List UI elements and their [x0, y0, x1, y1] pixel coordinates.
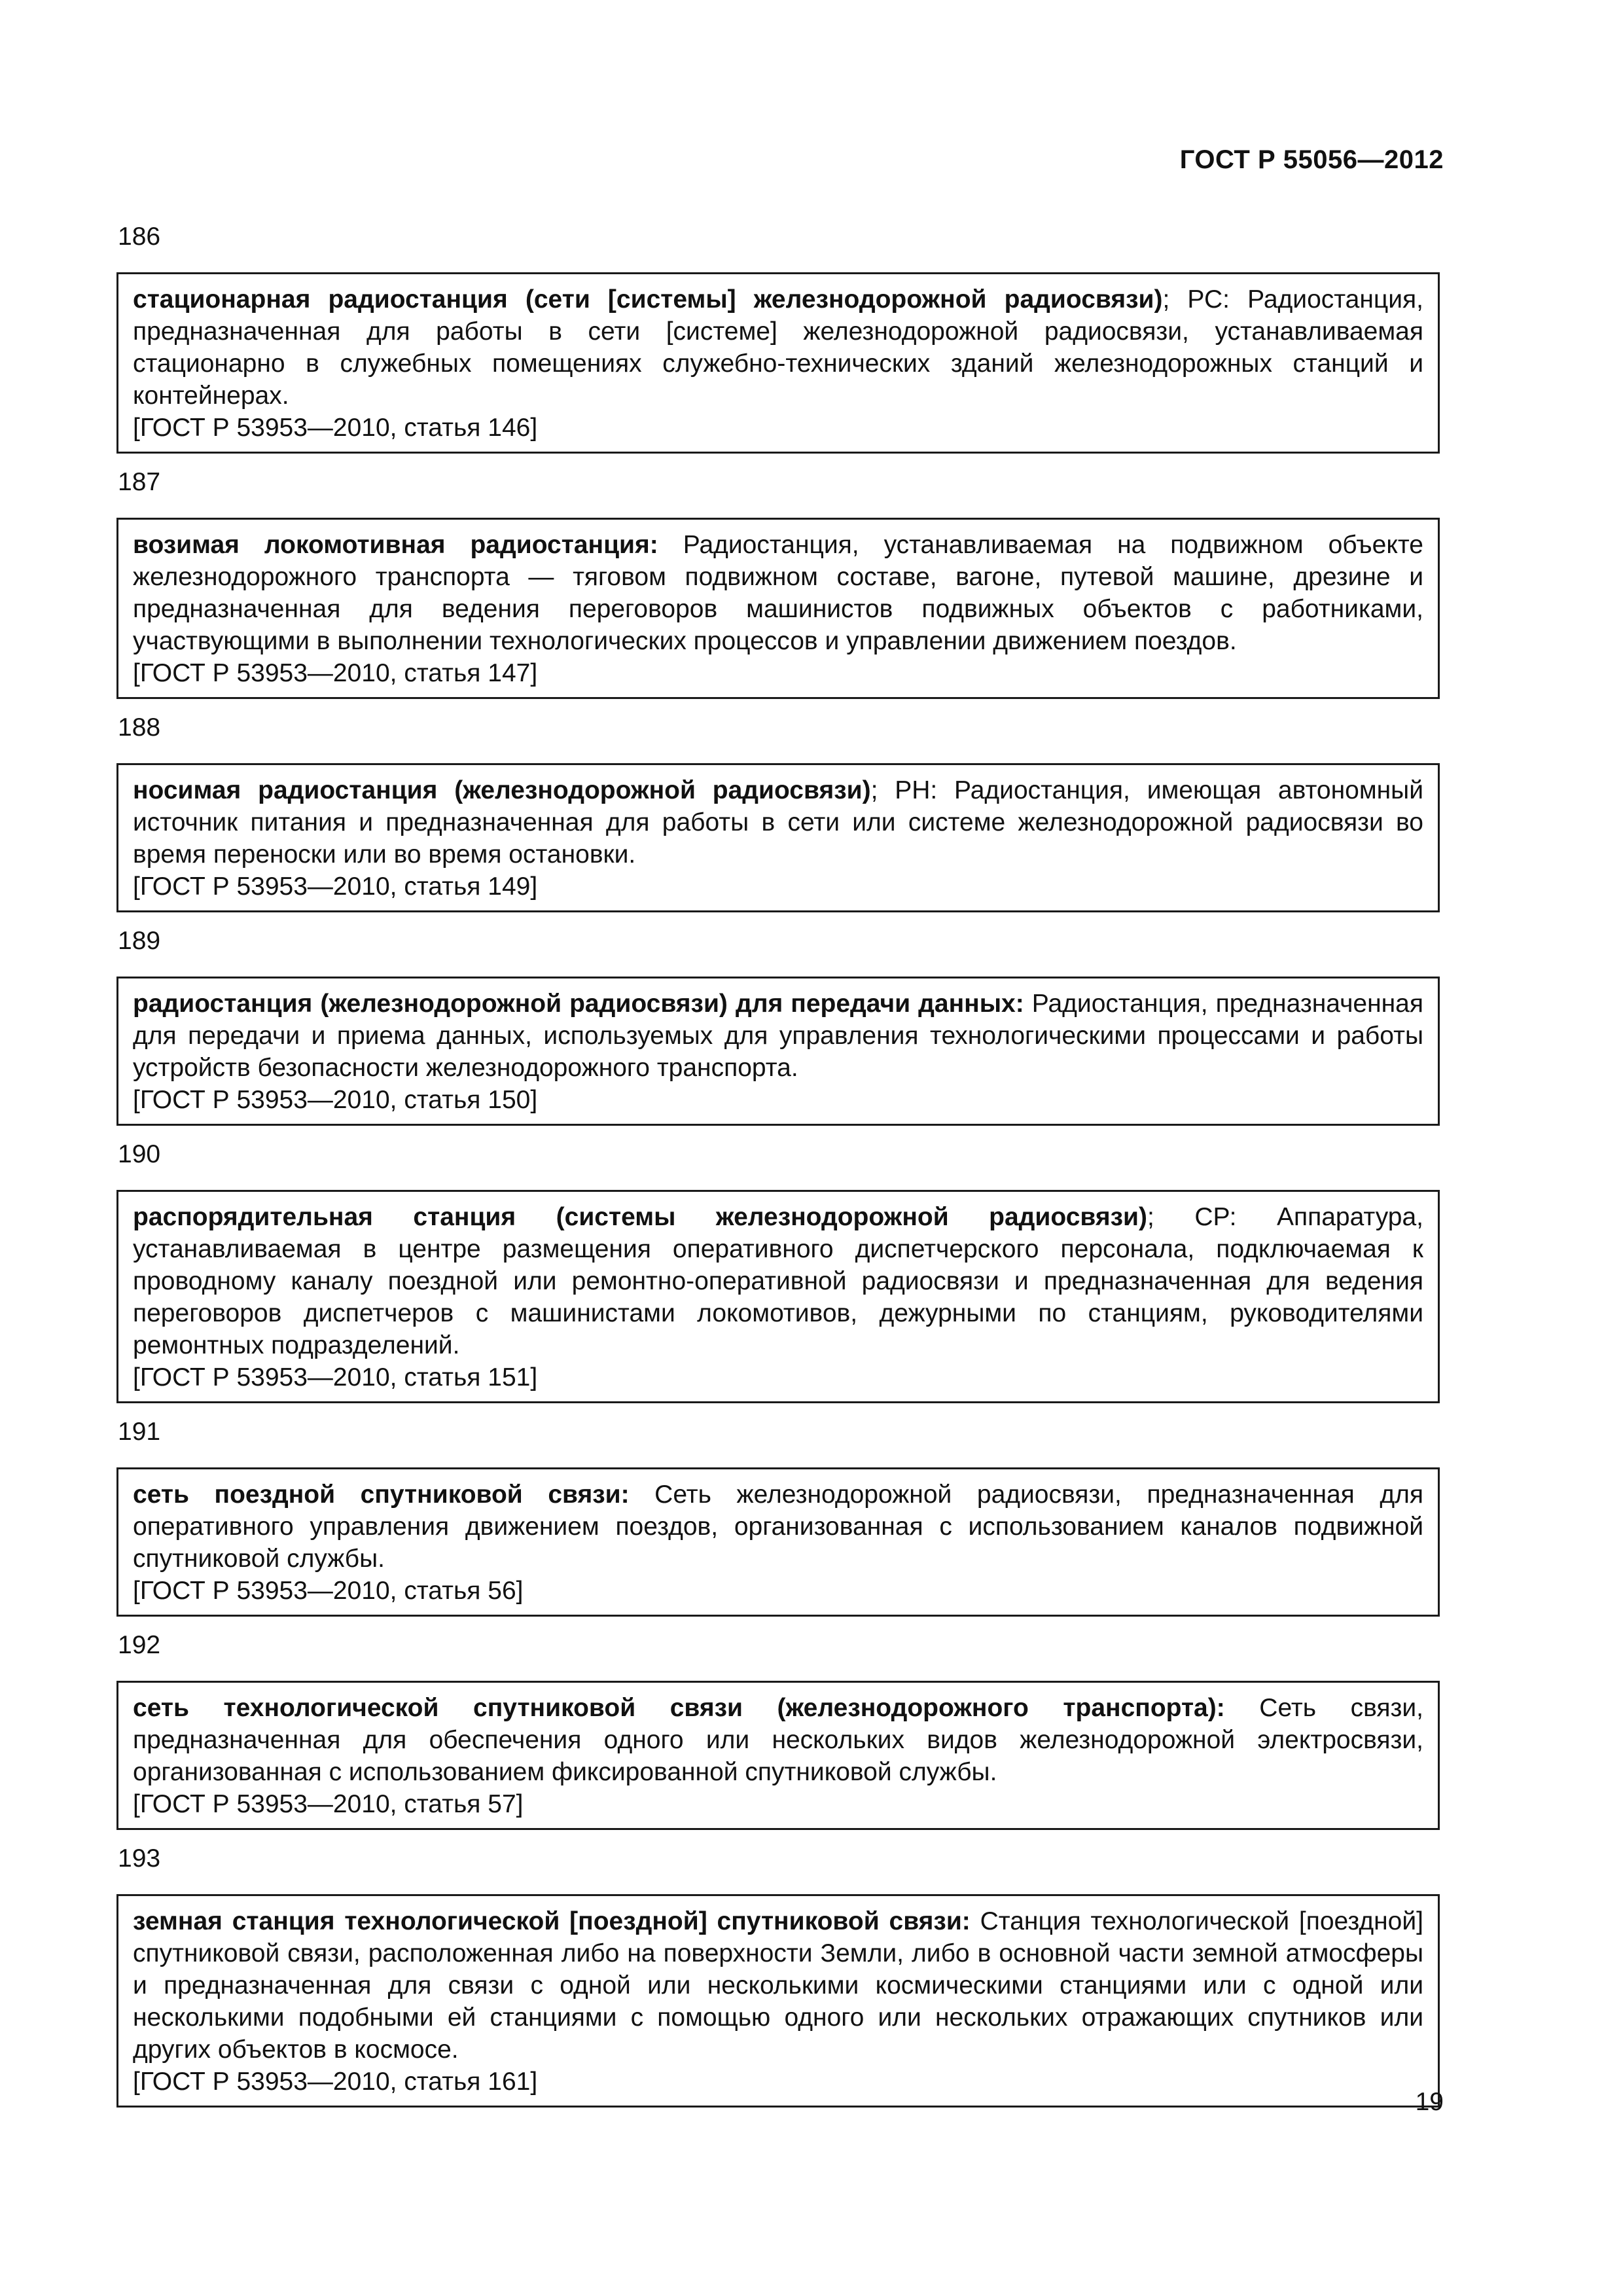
- term-entry: [116, 712, 1440, 912]
- term-entry: [116, 467, 1440, 699]
- entry-box: [116, 518, 1440, 699]
- term-entry: [116, 221, 1440, 454]
- entry-box: [116, 1467, 1440, 1617]
- entry-source: [ГОСТ Р 53953—2010, статья 150]: [133, 1086, 538, 1114]
- term-entry: [116, 1416, 1440, 1617]
- entry-term: возимая локомотивная радиостанция:: [133, 531, 658, 559]
- entry-definition: ; РС: Радиостанция, предназначенная для работы в сети [системе] железнодорожной радиосвязи, устанавливаемая стационарно в служебных помещениях служебно-технических зданий железнодорожных станций и контейнерах.: [133, 285, 1423, 410]
- entry-term: распорядительная станция (системы железнодорожной радиосвязи): [133, 1203, 1147, 1231]
- entry-number: 187: [118, 468, 161, 496]
- page-header-standard: ГОСТ Р 55056—2012: [1179, 145, 1444, 174]
- entry-box: [116, 1894, 1440, 2108]
- entry-box: [116, 1681, 1440, 1830]
- entry-definition: ; РН: Радиостанция, имеющая автономный источник питания и предназначенная для работы в сети или системе железнодорожной радиосвязи во время переноски или во время остановки.: [133, 776, 1423, 869]
- entry-definition: Сеть железнодорожной радиосвязи, предназначенная для оперативного управления движением поездов, организованная с использованием каналов подвижной спутниковой службы.: [133, 1480, 1423, 1573]
- entry-box: [116, 272, 1440, 454]
- term-entry: [116, 1843, 1440, 2108]
- entry-definition: ; СР: Аппаратура, устанавливаемая в центре размещения оперативного диспетчерского персонала, подключаемая к проводному каналу поездной или ремонтно-оперативной радиосвязи и предназначенная для ведения переговоров диспетчеров с машинистами локомотивов, дежурными по станциям, руководителями ремонтных подразделений.: [133, 1203, 1424, 1359]
- entry-box: [116, 763, 1440, 912]
- entry-definition: Радиостанция, предназначенная для передачи и приема данных, используемых для управления технологическими процессами и работы устройств безопасности железнодорожного транспорта.: [133, 990, 1423, 1082]
- entry-number: 186: [118, 223, 161, 251]
- entry-definition: Сеть связи, предназначенная для обеспечения одного или нескольких видов железнодорожной электросвязи, организованная с использованием фиксированной спутниковой службы.: [133, 1694, 1423, 1786]
- entry-source: [ГОСТ Р 53953—2010, статья 57]: [133, 1790, 524, 1818]
- page-number: 19: [1415, 2088, 1444, 2116]
- entry-source: [ГОСТ Р 53953—2010, статья 56]: [133, 1577, 524, 1605]
- entry-definition: Станция технологической [поездной] спутниковой связи, расположенная либо на поверхности Земли, либо в основной части земной атмосферы и предназначенная для связи с одной или несколькими космическими станциями или с одной или несколькими подобными ей станциями с помощью одного или нескольких отражающих спутников или других объектов в космосе.: [133, 1907, 1423, 2064]
- entry-box: [116, 977, 1440, 1126]
- entry-source: [ГОСТ Р 53953—2010, статья 146]: [133, 414, 538, 442]
- term-entry: [116, 1139, 1440, 1403]
- entry-term: земная станция технологической [поездной] спутниковой связи:: [133, 1907, 971, 1935]
- entry-term: носимая радиостанция (железнодорожной радиосвязи): [133, 776, 871, 804]
- term-entry: [116, 925, 1440, 1126]
- entry-number: 192: [118, 1631, 161, 1659]
- entry-term: стационарная радиостанция (сети [системы] железнодорожной радиосвязи): [133, 285, 1163, 314]
- entry-number: 188: [118, 713, 161, 742]
- entry-definition: Радиостанция, устанавливаемая на подвижном объекте железнодорожного транспорта — тяговом подвижном составе, вагоне, путевой машине, дрезине и предназначенная для ведения переговоров машинистов подвижных объектов с работниками, участвующими в выполнении технологических процессов и управлении движением поездов.: [133, 531, 1423, 655]
- entry-term: сеть технологической спутниковой связи (железнодорожного транспорта):: [133, 1694, 1225, 1722]
- term-entries: [116, 221, 1440, 2121]
- entry-source: [ГОСТ Р 53953—2010, статья 147]: [133, 659, 538, 687]
- entry-box: [116, 1190, 1440, 1403]
- term-entry: [116, 1630, 1440, 1830]
- entry-source: [ГОСТ Р 53953—2010, статья 149]: [133, 872, 538, 901]
- entry-source: [ГОСТ Р 53953—2010, статья 161]: [133, 2068, 538, 2096]
- entry-number: 189: [118, 927, 161, 955]
- entry-source: [ГОСТ Р 53953—2010, статья 151]: [133, 1363, 538, 1391]
- entry-number: 190: [118, 1140, 161, 1168]
- entry-number: 191: [118, 1418, 161, 1446]
- entry-term: сеть поездной спутниковой связи:: [133, 1480, 630, 1509]
- entry-number: 193: [118, 1844, 161, 1873]
- entry-term: радиостанция (железнодорожной радиосвязи) для передачи данных:: [133, 990, 1024, 1018]
